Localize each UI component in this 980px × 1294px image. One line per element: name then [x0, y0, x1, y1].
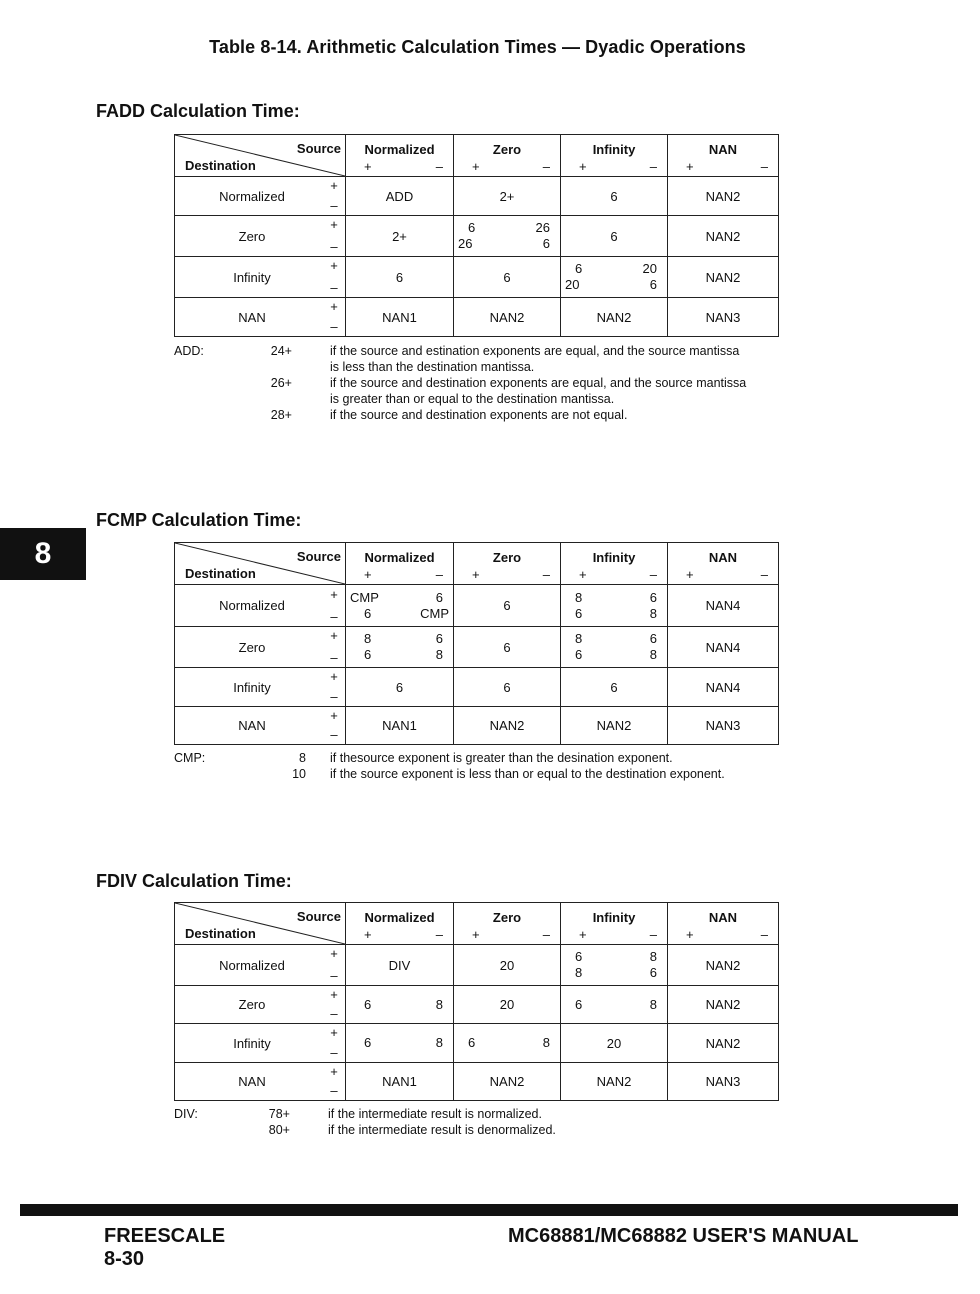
note-key: CMP:	[174, 751, 206, 765]
row-label-nan: NAN + –	[175, 1063, 346, 1101]
table-cell: NAN2	[454, 1063, 561, 1101]
table-cell: NAN3	[668, 298, 779, 337]
table-cell: 6	[454, 668, 561, 707]
table-corner	[175, 135, 346, 177]
table-cell: NAN1	[346, 707, 454, 745]
table-cell: ADD	[346, 177, 454, 216]
source-label: Source	[296, 141, 341, 156]
table-cell: NAN2	[668, 177, 779, 216]
col-header-nan: NAN + –	[668, 903, 779, 945]
fadd-notes: ADD: 24+ if the source and estination exponents are equal, and the source mantissa is less than the destination mantissa. 26+ if the source and destination exponents are equal, and the source mantissa is greater than or equal to the destination mantissa. 28+ if the source and destination exponents are not equal.	[174, 344, 747, 422]
col-header-zero: Zero + –	[454, 543, 561, 585]
destination-label: Destination	[185, 158, 256, 173]
table-cell: NAN3	[668, 707, 779, 745]
destination-label: Destination	[185, 926, 256, 941]
table-cell: NAN2	[561, 1063, 668, 1101]
col-header-normalized: Normalized + –	[346, 903, 454, 945]
col-header-infinity: Infinity + –	[561, 543, 668, 585]
row-label-normalized: Normalized + –	[175, 177, 346, 216]
fcmp-section-title: FCMP Calculation Time:	[96, 510, 302, 530]
table-cell: 6	[346, 668, 454, 707]
fadd-section-title: FADD Calculation Time:	[96, 101, 300, 121]
col-header-nan: NAN + –	[668, 543, 779, 585]
table-cell: NAN1	[346, 1063, 454, 1101]
col-header-zero: Zero + –	[454, 903, 561, 945]
fadd-table	[174, 134, 779, 337]
table-cell: NAN2	[454, 298, 561, 337]
table-cell: 6	[561, 668, 668, 707]
fdiv-notes: DIV: 78+ if the intermediate result is normalized. 80+ if the intermediate result is denormalized.	[174, 1107, 556, 1137]
table-cell: NAN4	[668, 585, 779, 627]
table-cell: 20	[454, 986, 561, 1024]
note-key: ADD:	[174, 344, 204, 358]
fdiv-section-title: FDIV Calculation Time:	[96, 871, 292, 891]
table-cell-split: 6 8 8 6	[561, 945, 668, 986]
col-header-normalized: Normalized + –	[346, 543, 454, 585]
row-label-zero: Zero + –	[175, 216, 346, 257]
table-cell-split: 8 6 6 8	[346, 627, 454, 668]
destination-label: Destination	[185, 566, 256, 581]
table-cell-split: CMP 6 6 CMP	[346, 585, 454, 627]
fcmp-notes: CMP: 8 if thesource exponent is greater than the desination exponent. 10 if the source exponent is less than or equal to the destination exponent.	[174, 751, 725, 781]
col-header-normalized: Normalized + –	[346, 135, 454, 177]
table-cell: NAN2	[561, 298, 668, 337]
footer-manual-title: MC68881/MC68882 USER'S MANUAL	[508, 1225, 859, 1247]
table-cell-split: 6 8	[454, 1024, 561, 1063]
table-cell: NAN2	[561, 707, 668, 745]
row-label-infinity: Infinity + –	[175, 257, 346, 298]
source-label: Source	[296, 549, 341, 564]
col-header-infinity: Infinity + –	[561, 903, 668, 945]
col-header-zero: Zero + –	[454, 135, 561, 177]
footer-rule	[20, 1204, 958, 1216]
col-header-infinity: Infinity + –	[561, 135, 668, 177]
table-cell: 20	[454, 945, 561, 986]
table-cell: 2+	[454, 177, 561, 216]
table-cell: 6	[454, 257, 561, 298]
footer-brand: FREESCALE	[104, 1225, 226, 1247]
table-cell: NAN2	[668, 257, 779, 298]
table-cell-split: 6 8	[561, 986, 668, 1024]
col-header-nan: NAN + –	[668, 135, 779, 177]
table-cell: 2+	[346, 216, 454, 257]
fdiv-table	[174, 902, 779, 1101]
row-label-normalized: Normalized + –	[175, 585, 346, 627]
row-label-zero: Zero + –	[175, 627, 346, 668]
note-key: DIV:	[174, 1107, 198, 1121]
table-cell-split: 6 8	[346, 1024, 454, 1063]
table-cell: NAN2	[668, 986, 779, 1024]
table-cell: 6	[454, 627, 561, 668]
table-cell: DIV	[346, 945, 454, 986]
chapter-tab: 8	[0, 528, 86, 580]
table-cell-split: 6 8	[346, 986, 454, 1024]
table-corner	[175, 903, 346, 945]
footer-page-number: 8-30	[104, 1248, 145, 1270]
fcmp-table	[174, 542, 779, 745]
footer-left	[104, 1225, 225, 1271]
table-cell: 20	[561, 1024, 668, 1063]
row-label-zero: Zero + –	[175, 986, 346, 1024]
table-cell: 6	[346, 257, 454, 298]
table-cell: NAN2	[454, 707, 561, 745]
table-cell-split: 6 20 20 6	[561, 257, 668, 298]
row-label-nan: NAN + –	[175, 707, 346, 745]
table-cell-split: 6 26 26 6	[454, 216, 561, 257]
row-label-normalized: Normalized + –	[175, 945, 346, 986]
page-title: Table 8-14. Arithmetic Calculation Times — Dyadic Operations	[209, 37, 746, 57]
table-cell: NAN1	[346, 298, 454, 337]
source-label: Source	[296, 909, 341, 924]
table-corner	[175, 543, 346, 585]
row-label-nan: NAN + –	[175, 298, 346, 337]
table-cell-split: 8 6 6 8	[561, 627, 668, 668]
table-cell: NAN3	[668, 1063, 779, 1101]
table-cell-split: 8 6 6 8	[561, 585, 668, 627]
table-cell: NAN4	[668, 668, 779, 707]
table-cell: NAN2	[668, 945, 779, 986]
row-label-infinity: Infinity + –	[175, 668, 346, 707]
table-cell: NAN4	[668, 627, 779, 668]
table-cell: 6	[561, 216, 668, 257]
table-cell: NAN2	[668, 1024, 779, 1063]
table-cell: 6	[561, 177, 668, 216]
row-label-infinity: Infinity + –	[175, 1024, 346, 1063]
table-cell: 6	[454, 585, 561, 627]
table-cell: NAN2	[668, 216, 779, 257]
